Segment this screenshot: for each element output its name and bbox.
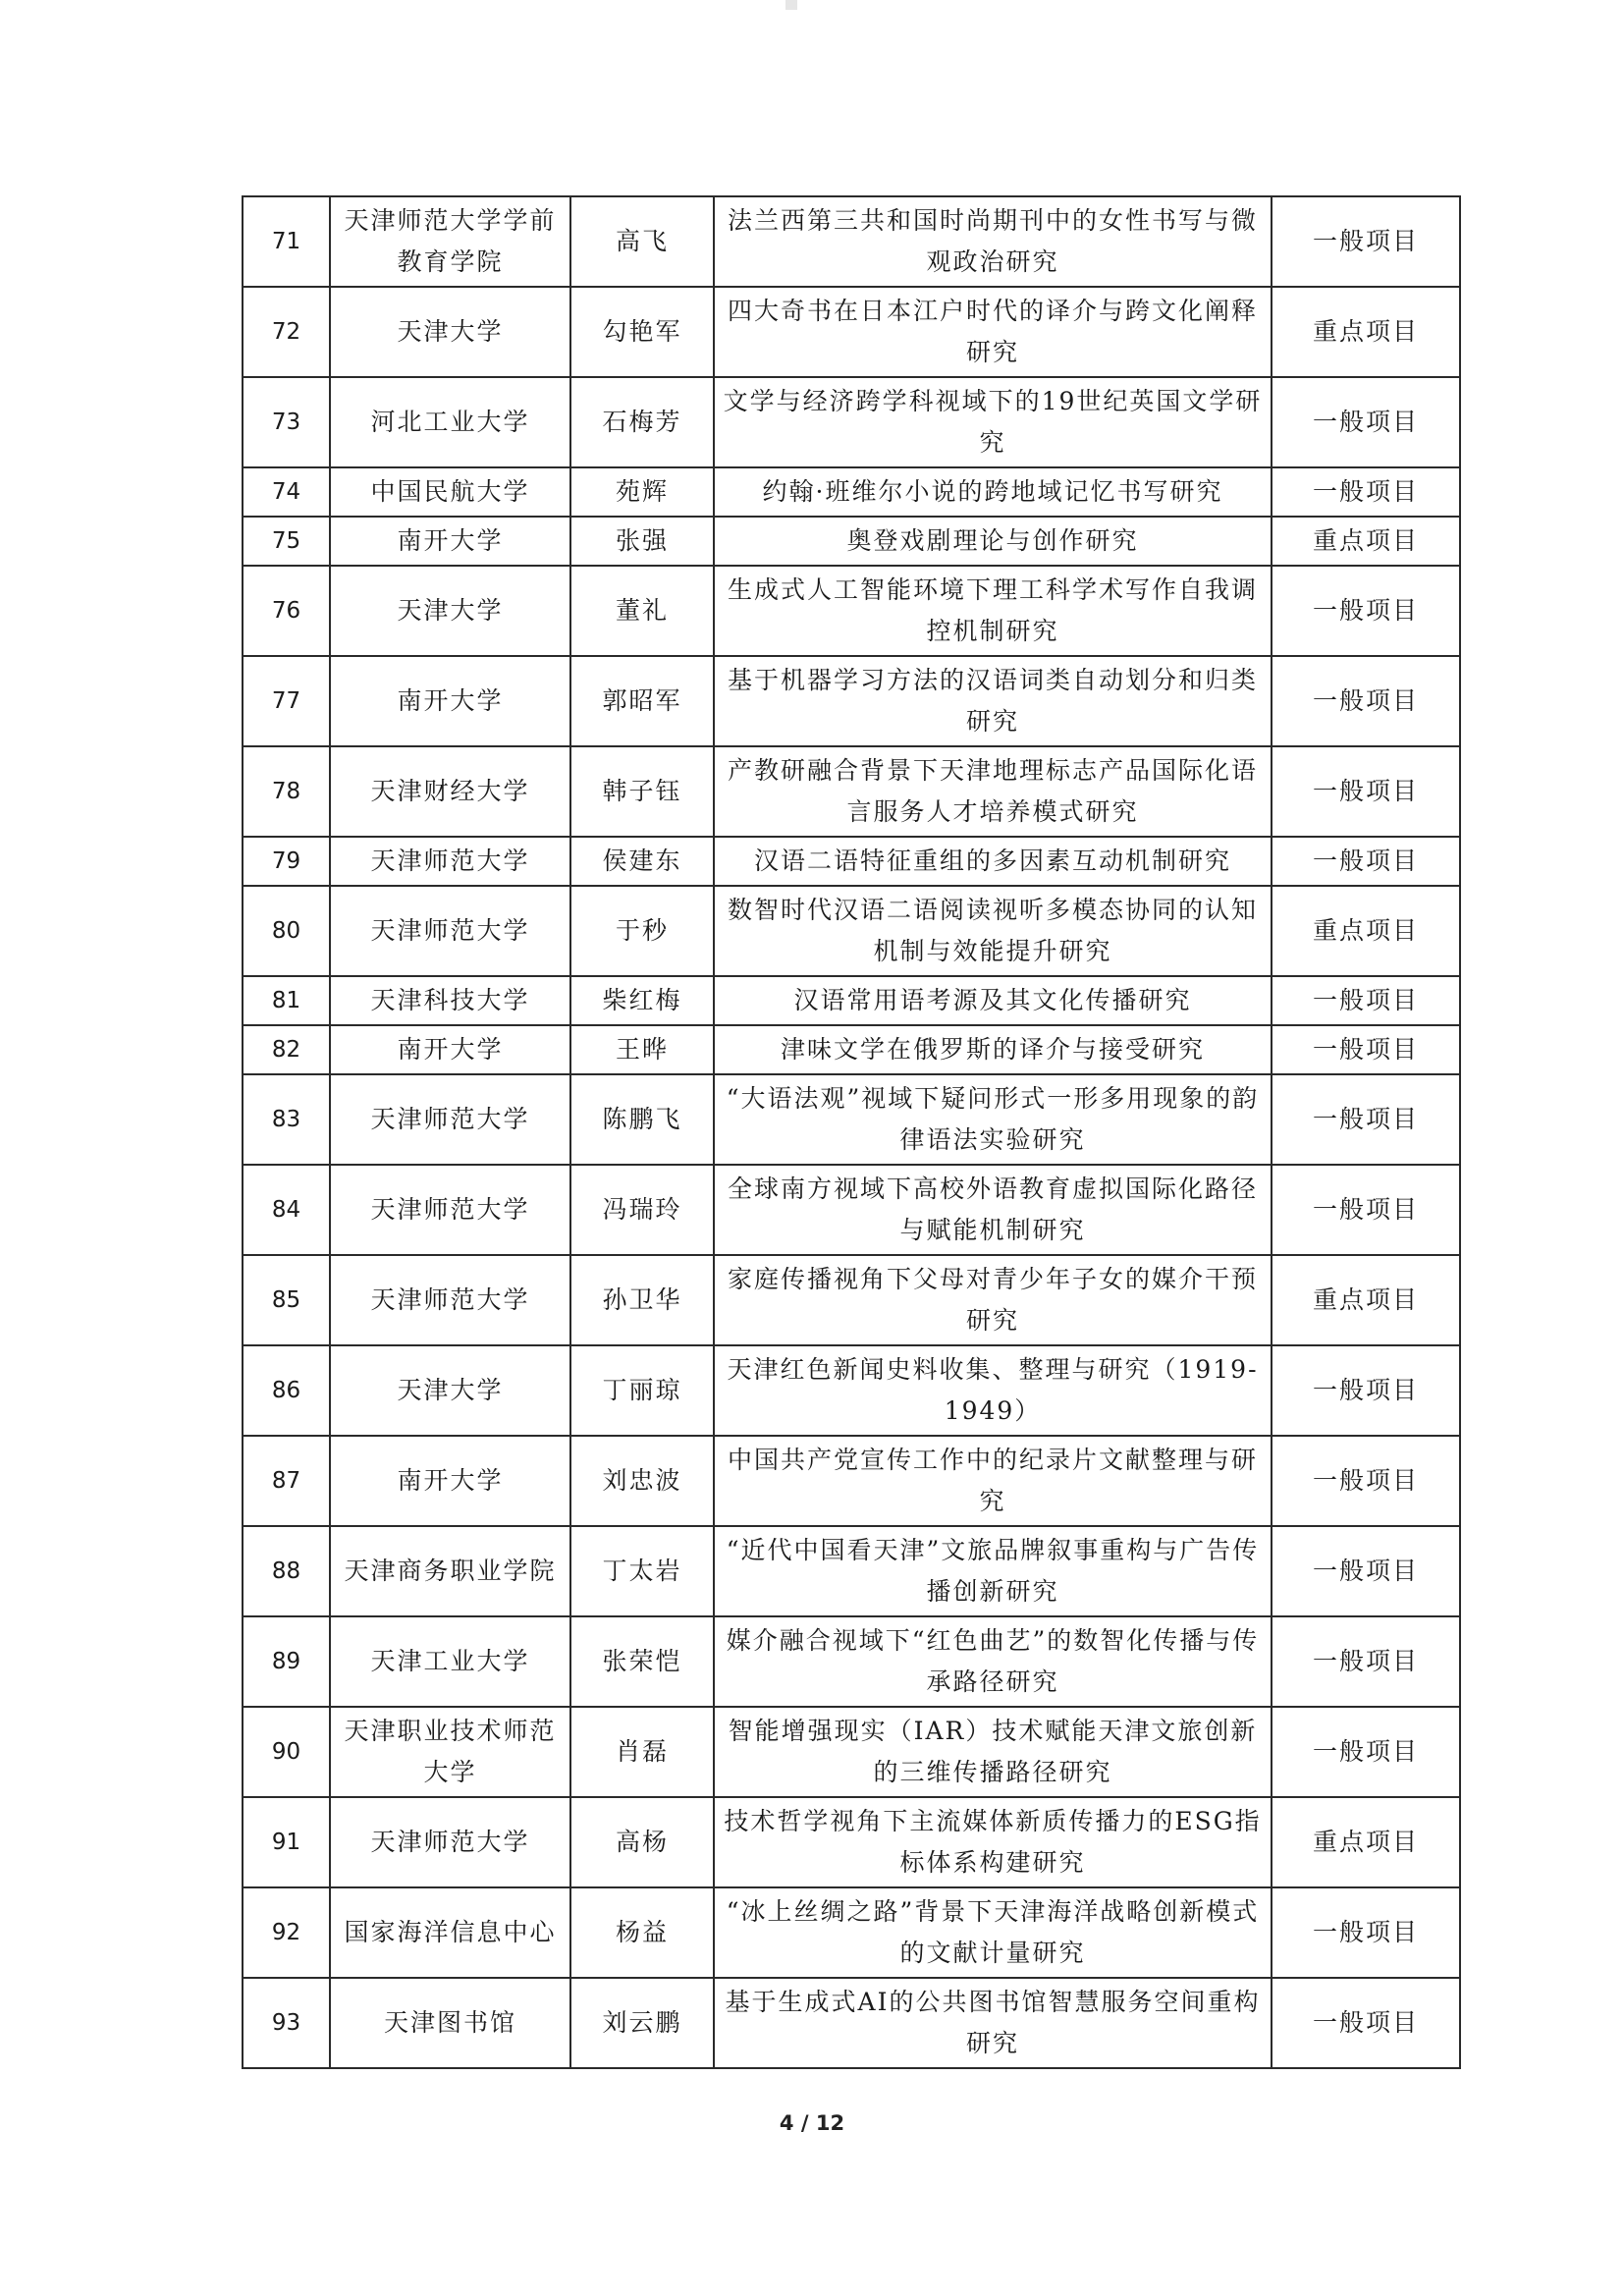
topic-cell: 中国共产党宣传工作中的纪录片文献整理与研究 [714, 1436, 1272, 1526]
table-row [243, 1978, 1460, 2068]
project-type-cell: 一般项目 [1272, 1165, 1460, 1255]
project-type-cell: 一般项目 [1272, 976, 1460, 1025]
table-row [243, 1436, 1460, 1526]
project-type-cell: 一般项目 [1272, 566, 1460, 656]
row-number-cell: 73 [243, 377, 330, 467]
project-type-cell: 一般项目 [1272, 1025, 1460, 1074]
row-number-cell: 91 [243, 1797, 330, 1887]
topic-cell: 生成式人工智能环境下理工科学术写作自我调控机制研究 [714, 566, 1272, 656]
row-number-cell: 87 [243, 1436, 330, 1526]
unit-cell: 南开大学 [330, 656, 570, 746]
topic-cell: “大语法观”视域下疑问形式一形多用现象的韵律语法实验研究 [714, 1074, 1272, 1165]
person-cell: 董礼 [570, 566, 714, 656]
project-type-cell: 一般项目 [1272, 746, 1460, 837]
unit-cell: 河北工业大学 [330, 377, 570, 467]
topic-cell: 四大奇书在日本江户时代的译介与跨文化阐释研究 [714, 287, 1272, 377]
person-cell: 张强 [570, 517, 714, 566]
topic-cell: 奥登戏剧理论与创作研究 [714, 517, 1272, 566]
row-number-cell: 79 [243, 837, 330, 886]
table-row [243, 1616, 1460, 1707]
scan-mark [785, 0, 797, 10]
person-cell: 苑辉 [570, 467, 714, 517]
unit-cell: 天津大学 [330, 1345, 570, 1436]
person-cell: 孙卫华 [570, 1255, 714, 1345]
topic-cell: 文学与经济跨学科视域下的19世纪英国文学研究 [714, 377, 1272, 467]
row-number-cell: 74 [243, 467, 330, 517]
person-cell: 肖磊 [570, 1707, 714, 1797]
unit-cell: 天津师范大学 [330, 837, 570, 886]
table-row [243, 1797, 1460, 1887]
person-cell: 陈鹏飞 [570, 1074, 714, 1165]
table-row [243, 886, 1460, 976]
table-row [243, 1255, 1460, 1345]
topic-cell: 产教研融合背景下天津地理标志产品国际化语言服务人才培养模式研究 [714, 746, 1272, 837]
topic-cell: 汉语二语特征重组的多因素互动机制研究 [714, 837, 1272, 886]
topic-cell: 津味文学在俄罗斯的译介与接受研究 [714, 1025, 1272, 1074]
table-row [243, 1707, 1460, 1797]
unit-cell: 天津图书馆 [330, 1978, 570, 2068]
unit-cell: 南开大学 [330, 517, 570, 566]
project-type-cell: 一般项目 [1272, 1887, 1460, 1978]
row-number-cell: 88 [243, 1526, 330, 1616]
unit-cell: 天津师范大学 [330, 1255, 570, 1345]
topic-cell: “冰上丝绸之路”背景下天津海洋战略创新模式的文献计量研究 [714, 1887, 1272, 1978]
person-cell: 柴红梅 [570, 976, 714, 1025]
unit-cell: 天津工业大学 [330, 1616, 570, 1707]
unit-cell: 天津师范大学 [330, 1797, 570, 1887]
project-type-cell: 一般项目 [1272, 837, 1460, 886]
table-row [243, 976, 1460, 1025]
row-number-cell: 76 [243, 566, 330, 656]
topic-cell: 全球南方视域下高校外语教育虚拟国际化路径与赋能机制研究 [714, 1165, 1272, 1255]
table-row [243, 287, 1460, 377]
row-number-cell: 83 [243, 1074, 330, 1165]
row-number-cell: 84 [243, 1165, 330, 1255]
person-cell: 杨益 [570, 1887, 714, 1978]
topic-cell: 技术哲学视角下主流媒体新质传播力的ESG指标体系构建研究 [714, 1797, 1272, 1887]
topic-cell: 约翰·班维尔小说的跨地域记忆书写研究 [714, 467, 1272, 517]
person-cell: 高杨 [570, 1797, 714, 1887]
table-row [243, 1025, 1460, 1074]
project-table [242, 195, 1461, 2069]
person-cell: 丁丽琼 [570, 1345, 714, 1436]
topic-cell: 基于生成式AI的公共图书馆智慧服务空间重构研究 [714, 1978, 1272, 2068]
row-number-cell: 89 [243, 1616, 330, 1707]
project-type-cell: 一般项目 [1272, 196, 1460, 287]
topic-cell: 家庭传播视角下父母对青少年子女的媒介干预研究 [714, 1255, 1272, 1345]
project-type-cell: 一般项目 [1272, 1436, 1460, 1526]
topic-cell: “近代中国看天津”文旅品牌叙事重构与广告传播创新研究 [714, 1526, 1272, 1616]
person-cell: 刘云鹏 [570, 1978, 714, 2068]
unit-cell: 天津师范大学 [330, 1074, 570, 1165]
table-row [243, 377, 1460, 467]
table-row [243, 837, 1460, 886]
row-number-cell: 81 [243, 976, 330, 1025]
row-number-cell: 72 [243, 287, 330, 377]
person-cell: 郭昭军 [570, 656, 714, 746]
unit-cell: 天津科技大学 [330, 976, 570, 1025]
unit-cell: 天津师范大学 [330, 886, 570, 976]
row-number-cell: 90 [243, 1707, 330, 1797]
project-type-cell: 一般项目 [1272, 1707, 1460, 1797]
project-type-cell: 一般项目 [1272, 656, 1460, 746]
table-row [243, 517, 1460, 566]
project-table-body [243, 196, 1460, 2068]
unit-cell: 天津商务职业学院 [330, 1526, 570, 1616]
topic-cell: 法兰西第三共和国时尚期刊中的女性书写与微观政治研究 [714, 196, 1272, 287]
table-row [243, 1074, 1460, 1165]
unit-cell: 南开大学 [330, 1025, 570, 1074]
topic-cell: 基于机器学习方法的汉语词类自动划分和归类研究 [714, 656, 1272, 746]
row-number-cell: 75 [243, 517, 330, 566]
row-number-cell: 85 [243, 1255, 330, 1345]
table-row [243, 1887, 1460, 1978]
topic-cell: 天津红色新闻史料收集、整理与研究（1919-1949） [714, 1345, 1272, 1436]
row-number-cell: 93 [243, 1978, 330, 2068]
project-type-cell: 重点项目 [1272, 1255, 1460, 1345]
unit-cell: 天津师范大学学前教育学院 [330, 196, 570, 287]
unit-cell: 天津职业技术师范大学 [330, 1707, 570, 1797]
table-row [243, 467, 1460, 517]
row-number-cell: 71 [243, 196, 330, 287]
person-cell: 侯建东 [570, 837, 714, 886]
project-type-cell: 一般项目 [1272, 377, 1460, 467]
table-row [243, 656, 1460, 746]
table-row [243, 746, 1460, 837]
project-type-cell: 重点项目 [1272, 886, 1460, 976]
person-cell: 刘忠波 [570, 1436, 714, 1526]
person-cell: 石梅芳 [570, 377, 714, 467]
unit-cell: 天津财经大学 [330, 746, 570, 837]
row-number-cell: 78 [243, 746, 330, 837]
table-row [243, 1345, 1460, 1436]
person-cell: 韩子钰 [570, 746, 714, 837]
person-cell: 高飞 [570, 196, 714, 287]
person-cell: 勾艳军 [570, 287, 714, 377]
person-cell: 王晔 [570, 1025, 714, 1074]
project-type-cell: 重点项目 [1272, 287, 1460, 377]
topic-cell: 智能增强现实（IAR）技术赋能天津文旅创新的三维传播路径研究 [714, 1707, 1272, 1797]
person-cell: 张荣恺 [570, 1616, 714, 1707]
person-cell: 于秒 [570, 886, 714, 976]
row-number-cell: 82 [243, 1025, 330, 1074]
project-type-cell: 重点项目 [1272, 1797, 1460, 1887]
row-number-cell: 92 [243, 1887, 330, 1978]
table-row [243, 566, 1460, 656]
row-number-cell: 80 [243, 886, 330, 976]
project-type-cell: 一般项目 [1272, 1345, 1460, 1436]
unit-cell: 南开大学 [330, 1436, 570, 1526]
unit-cell: 天津大学 [330, 287, 570, 377]
unit-cell: 国家海洋信息中心 [330, 1887, 570, 1978]
project-type-cell: 重点项目 [1272, 517, 1460, 566]
unit-cell: 中国民航大学 [330, 467, 570, 517]
topic-cell: 数智时代汉语二语阅读视听多模态协同的认知机制与效能提升研究 [714, 886, 1272, 976]
project-type-cell: 一般项目 [1272, 1616, 1460, 1707]
project-type-cell: 一般项目 [1272, 1074, 1460, 1165]
unit-cell: 天津大学 [330, 566, 570, 656]
topic-cell: 汉语常用语考源及其文化传播研究 [714, 976, 1272, 1025]
topic-cell: 媒介融合视域下“红色曲艺”的数智化传播与传承路径研究 [714, 1616, 1272, 1707]
table-row [243, 1165, 1460, 1255]
row-number-cell: 86 [243, 1345, 330, 1436]
table-row [243, 1526, 1460, 1616]
project-type-cell: 一般项目 [1272, 1978, 1460, 2068]
unit-cell: 天津师范大学 [330, 1165, 570, 1255]
person-cell: 冯瑞玲 [570, 1165, 714, 1255]
person-cell: 丁太岩 [570, 1526, 714, 1616]
project-type-cell: 一般项目 [1272, 1526, 1460, 1616]
row-number-cell: 77 [243, 656, 330, 746]
table-row [243, 196, 1460, 287]
project-type-cell: 一般项目 [1272, 467, 1460, 517]
page-number: 4 / 12 [779, 2111, 845, 2135]
